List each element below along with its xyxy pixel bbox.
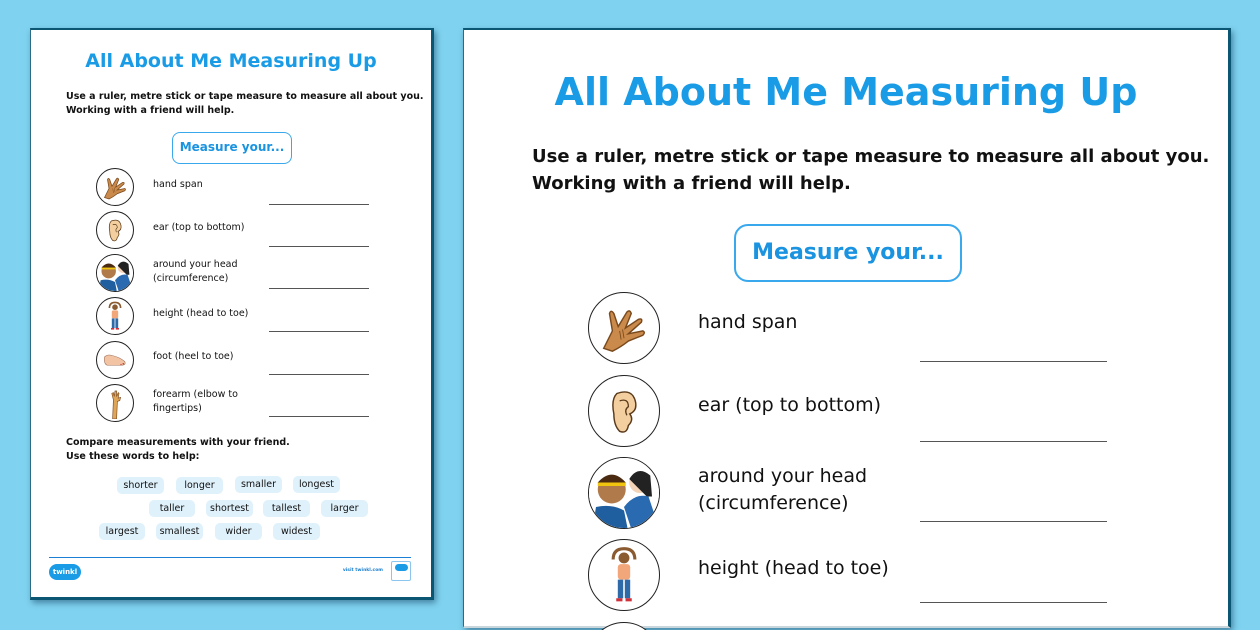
word-chip: smallest [156,523,203,540]
footer-divider [49,557,411,558]
head-measure-icon [588,457,660,529]
answer-line-hand-span[interactable] [920,361,1107,362]
twinkl-logo: twinkl [49,564,81,580]
quality-badge-icon [391,561,411,581]
word-chip: shortest [206,500,253,517]
worksheet-intro [66,90,424,118]
item-label-hand-span: hand span [153,179,203,190]
item-label-hand-span: hand span [698,311,798,333]
person-height-icon [588,539,660,611]
answer-line-head[interactable] [269,288,369,289]
visit-link[interactable]: visit twinkl.com [342,568,383,573]
word-chip: largest [99,523,145,540]
answer-line-height[interactable] [269,331,369,332]
intro-line-1: Use a ruler, metre stick or tape measure to measure all about you. [66,91,424,102]
item-label-ear: ear (top to bottom) [153,222,245,233]
answer-line-height[interactable] [920,602,1107,603]
word-chip: taller [149,500,195,517]
intro-line-1: Use a ruler, metre stick or tape measure to measure all about you. [532,146,1210,167]
forearm-icon [96,384,134,422]
answer-line-forearm[interactable] [269,416,369,417]
item-label-ear: ear (top to bottom) [698,394,882,416]
compare-instructions: Compare measurements with your friend. Use these words to help: [66,437,290,462]
worksheet-intro-large [532,143,1209,197]
item-label-foot: foot (heel to toe) [153,351,234,362]
word-chip: wider [215,523,262,540]
word-chip: longer [176,477,223,494]
head-measure-icon [96,254,134,292]
hand-icon [588,292,660,364]
hand-icon [96,168,134,206]
worksheet-title-large: All About Me Measuring Up [554,70,1138,114]
word-chip: tallest [263,500,310,517]
ear-icon [96,211,134,249]
item-label-head: around your head (circumference) [153,259,238,284]
item-label-forearm: forearm (elbow to fingertips) [153,389,238,414]
foot-icon [96,341,134,379]
worksheet-zoomed [463,28,1231,628]
intro-line-2: Working with a friend will help. [66,105,235,116]
worksheet-title: All About Me Measuring Up [85,50,377,72]
answer-line-ear[interactable] [269,246,369,247]
worksheet-thumbnail [30,28,434,600]
item-label-height: height (head to toe) [153,308,249,319]
word-chip: shorter [117,477,164,494]
answer-line-hand-span[interactable] [269,204,369,205]
item-label-head: around your head (circumference) [698,465,868,514]
foot-icon [588,622,660,630]
measure-heading-box: Measure your... [172,132,292,164]
word-chip: longest [293,476,340,493]
item-label-height: height (head to toe) [698,557,889,579]
word-chip: smaller [235,476,282,493]
ear-icon [588,375,660,447]
intro-line-2: Working with a friend will help. [532,173,851,194]
person-height-icon [96,297,134,335]
word-chip: widest [273,523,320,540]
answer-line-foot[interactable] [269,374,369,375]
word-chip: larger [321,500,368,517]
measure-heading-box-large: Measure your... [734,224,962,282]
answer-line-head[interactable] [920,521,1107,522]
answer-line-ear[interactable] [920,441,1107,442]
